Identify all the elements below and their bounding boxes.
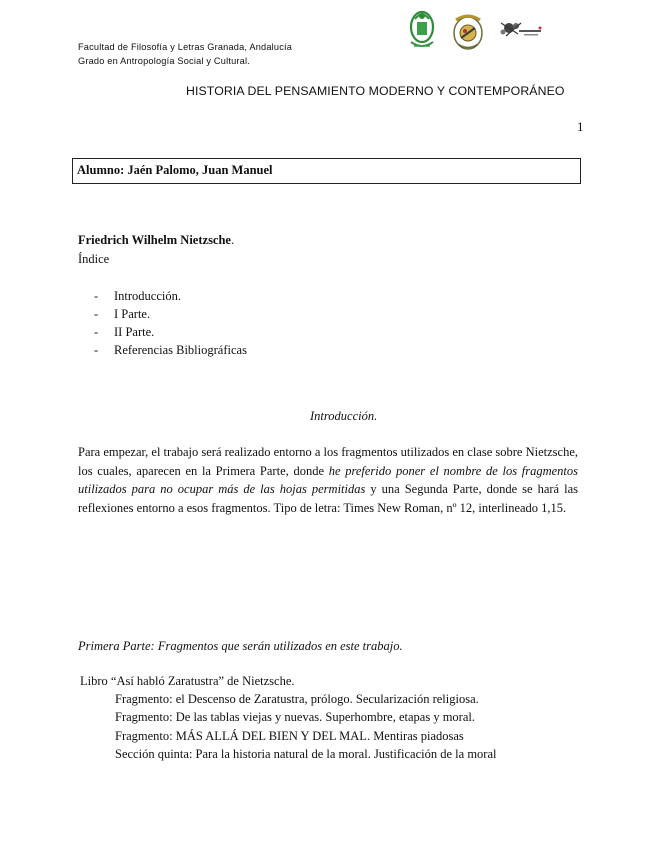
toc-dash: - [94, 289, 99, 303]
toc-item-label: I Parte. [114, 307, 151, 321]
intro-paragraph [78, 443, 578, 517]
institution-line-1: Facultad de Filosofía y Letras Granada, Andalucía [78, 42, 293, 52]
toc-item-label: Introducción. [114, 289, 181, 303]
header-logos [406, 6, 556, 56]
author-heading [78, 233, 234, 248]
intro-text-italic: he preferido poner el nombre de los fragmentos utilizados para no ocupar más de las hojas permitidas [78, 463, 579, 497]
fragment-list [115, 690, 496, 763]
andalucia-emblem-icon [411, 12, 433, 46]
toc-item-label: II Parte. [114, 325, 155, 339]
toc-dash: - [94, 343, 99, 357]
fragment-item: Fragmento: el Descenso de Zaratustra, prólogo. Secularización religiosa. [115, 692, 479, 706]
student-box [72, 158, 581, 184]
author-name: Friedrich Wilhelm Nietzsche [78, 233, 231, 247]
intro-text-2: y una Segunda Parte, donde se hará las reflexiones entorno a esos fragmentos. Tipo de letra: Times New Roman, nº 12, interlineado 1,15. [78, 482, 578, 515]
faculty-seal-icon [501, 23, 542, 36]
book-line: Libro “Así habló Zaratustra” de Nietzsche. [80, 674, 295, 688]
student-name: Alumno: Jaén Palomo, Juan Manuel [77, 163, 273, 177]
course-title: HISTORIA DEL PENSAMIENTO MODERNO Y CONTEMPORÁNEO [186, 84, 565, 98]
university-crest-icon [454, 16, 482, 49]
part1-heading: Primera Parte: Fragmentos que serán utilizados en este trabajo. [78, 639, 403, 653]
table-of-contents [94, 287, 247, 359]
page-number: 1 [577, 119, 584, 134]
index-title: Índice [78, 252, 110, 266]
toc-item [94, 341, 247, 359]
institution-line-2: Grado en Antropología Social y Cultural. [78, 56, 250, 66]
toc-item [94, 287, 247, 305]
author-period: . [230, 233, 235, 247]
institution-block [78, 40, 292, 68]
fragment-item: Fragmento: MÁS ALLÁ DEL BIEN Y DEL MAL. Mentiras piadosas [115, 728, 464, 743]
fragment-item: Fragmento: De las tablas viejas y nuevas. Superhombre, etapas y moral. [115, 710, 475, 725]
toc-dash: - [94, 307, 99, 321]
intro-heading: Introducción. [310, 409, 378, 423]
toc-item-label: Referencias Bibliográficas [114, 343, 247, 357]
toc-dash: - [94, 325, 99, 339]
intro-text-1: Para empezar, el trabajo será realizado entorno a los fragmentos utilizados en clase sobre Nietzsche, los cuales, aparecen en la Primera Parte, donde [78, 445, 578, 478]
fragment-item: Sección quinta: Para la historia natural de la moral. Justificación de la moral [115, 746, 497, 761]
toc-item [94, 305, 247, 323]
toc-item [94, 323, 247, 341]
